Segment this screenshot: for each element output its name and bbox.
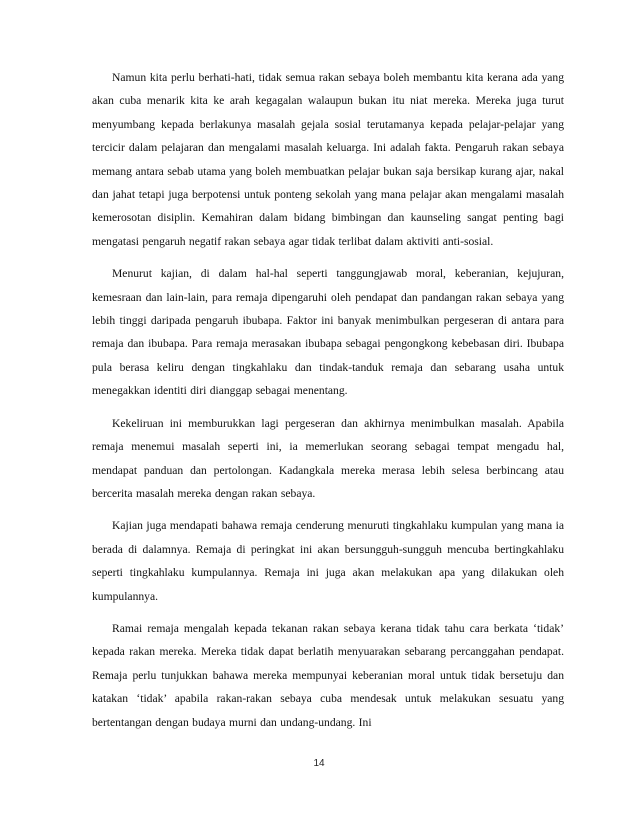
page-number: 14 [313, 758, 325, 769]
paragraph-5: Ramai remaja mengalah kepada tekanan rakan sebaya kerana tidak tahu cara berkata ‘tidak’ kepada rakan mereka. Mereka tidak dapat berlatih menyuarakan sebarang percanggahan pendapat. Remaja perlu tunjukkan bahawa mereka mempunyai keberanian moral untuk tidak bersetuju dan katakan ‘tidak’ apabila rakan-rakan sebaya cuba mendesak untuk melakukan sesuatu yang bertentangan dengan budaya murni dan undang-undang. Ini [92, 621, 564, 729]
paragraph-1: Namun kita perlu berhati-hati, tidak semua rakan sebaya boleh membantu kita kerana ada yang akan cuba menarik kita ke arah kegagalan walaupun bukan itu niat mereka. Mereka juga turut menyumbang kepada berlakunya masalah gejala sosial terutamanya kepada pelajar-pelajar yang tercicir dalam pelajaran dan mengalami masalah keluarga. Ini adalah fakta. Pengaruh rakan sebaya memang antara sebab utama yang boleh membuatkan pelajar bukan saja bersikap kurang ajar, nakal dan jahat tetapi juga berpotensi untuk ponteng sekolah yang mana pelajar akan mengalami masalah kemerosotan disiplin. Kemahiran dalam bidang bimbingan dan kaunseling sangat penting bagi mengatasi pengaruh negatif rakan sebaya agar tidak terlibat dalam aktiviti anti-sosial. [92, 71, 564, 248]
paragraph-4: Kajian juga mendapati bahawa remaja cenderung menuruti tingkahlaku kumpulan yang mana ia berada di dalamnya. Remaja di peringkat ini akan bersungguh-sungguh mencuba bertingkahlaku seperti tingkahlaku kumpulannya. Remaja ini juga akan melakukan apa yang dilakukan oleh kumpulannya. [92, 519, 564, 603]
body-text [92, 66, 564, 743]
paragraph-2: Menurut kajian, di dalam hal-hal seperti tanggungjawab moral, keberanian, kejujuran, kemesraan dan lain-lain, para remaja dipengaruhi oleh pendapat dan pandangan rakan sebaya yang lebih tinggi daripada pengaruh ibubapa. Faktor ini banyak menimbulkan pergeseran di antara para remaja dan ibubapa. Para remaja merasakan ibubapa sebagai pengongkong kebebasan diri. Ibubapa pula berasa keliru dengan tingkahlaku dan tindak-tanduk remaja dan sebarang usaha untuk menegakkan identiti diri dianggap sebagai menentang. [92, 267, 564, 398]
paragraph-3: Kekeliruan ini memburukkan lagi pergeseran dan akhirnya menimbulkan masalah. Apabila remaja menemui masalah seperti ini, ia memerlukan seorang sebagai tempat mengadu hal, mendapat panduan dan pertolongan. Kadangkala mereka merasa lebih selesa berbincang atau bercerita masalah mereka dengan rakan sebaya. [92, 416, 564, 500]
